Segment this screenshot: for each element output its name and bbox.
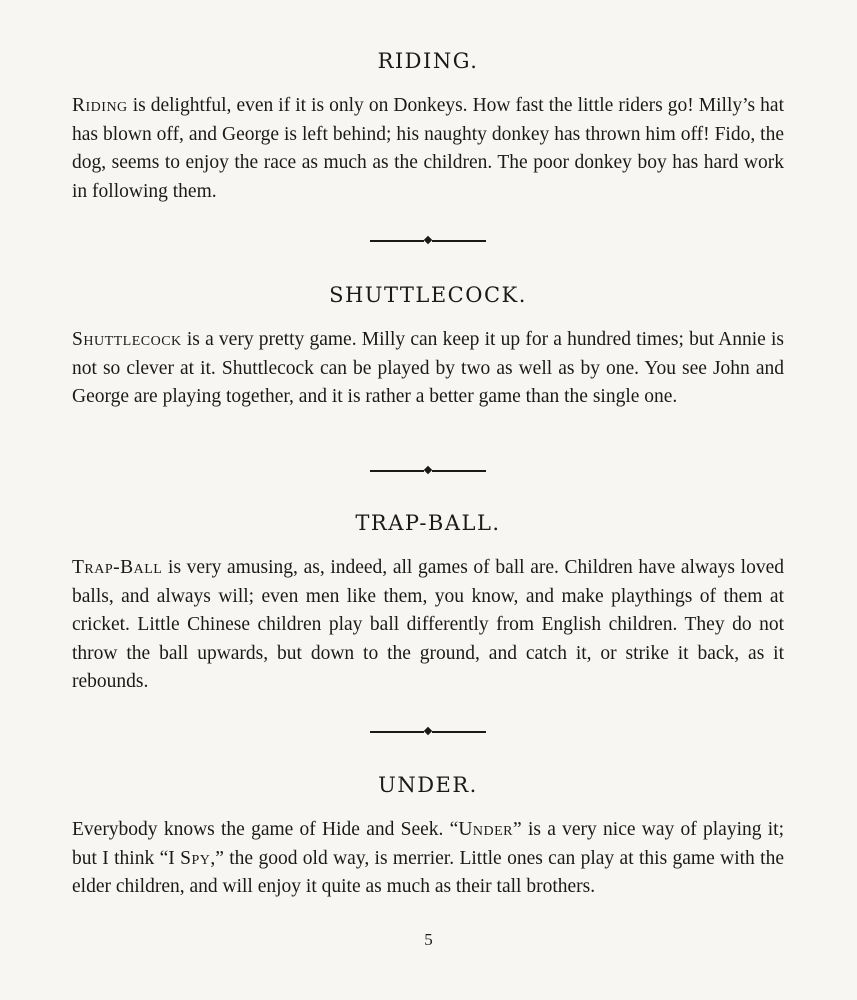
section-title: RIDING. <box>377 49 479 73</box>
lead-word: Riding <box>72 95 128 116</box>
paragraph-text: ” is a very nice way of playing it; but I think “I <box>72 819 784 869</box>
lead-word: Trap-Ball <box>72 557 163 578</box>
section-riding <box>72 48 784 206</box>
section-under <box>72 772 784 902</box>
smallcaps-word: Spy <box>180 847 211 869</box>
paragraph-text: is very amusing, as, indeed, all games of ball are. Children have always loved balls, and always will; even men like them, you know, and make playthings of them at cricket. Little Chinese children play ball differently from English children. They do not throw the ball upwards, but down to the ground, and catch it, or strike it back, as it rebounds. <box>72 557 784 692</box>
section-trap-ball <box>72 510 784 697</box>
section-paragraph <box>72 326 784 412</box>
paragraph-text: is a very pretty game. Milly can keep it up for a hundred times; but Annie is not so clever at it. Shuttlecock can be played by two as well as by one. You see John and George are playing together, and it is rather a better game than the single one. <box>72 329 784 407</box>
paragraph-text: is delightful, even if it is only on Donkeys. How fast the little riders go! Milly’s hat has blown off, and George is left behind; his naughty donkey has thrown him off! Fido, the dog, seems to enjoy the race as much as the children. The poor donkey boy has hard work in following them. <box>72 95 784 202</box>
paragraph-text: ,” the good old way, is merrier. Little ones can play at this game with the elder children, and will enjoy it quite as much as their tall brothers. <box>72 847 784 897</box>
ornamental-divider <box>370 236 486 246</box>
section-title: SHUTTLECOCK. <box>329 283 527 307</box>
ornamental-divider <box>370 727 486 737</box>
section-title: UNDER. <box>378 773 478 797</box>
section-shuttlecock <box>72 282 784 412</box>
paragraph-text: Everybody knows the game of Hide and Seek. “ <box>72 819 459 840</box>
lead-word: Shuttlecock <box>72 329 182 350</box>
section-paragraph <box>72 816 784 902</box>
smallcaps-word: Under <box>458 819 514 840</box>
section-paragraph <box>72 554 784 697</box>
section-paragraph <box>72 92 784 206</box>
section-title: TRAP-BALL. <box>355 511 501 535</box>
ornamental-divider <box>370 466 486 476</box>
page-number: 5 <box>424 930 433 949</box>
